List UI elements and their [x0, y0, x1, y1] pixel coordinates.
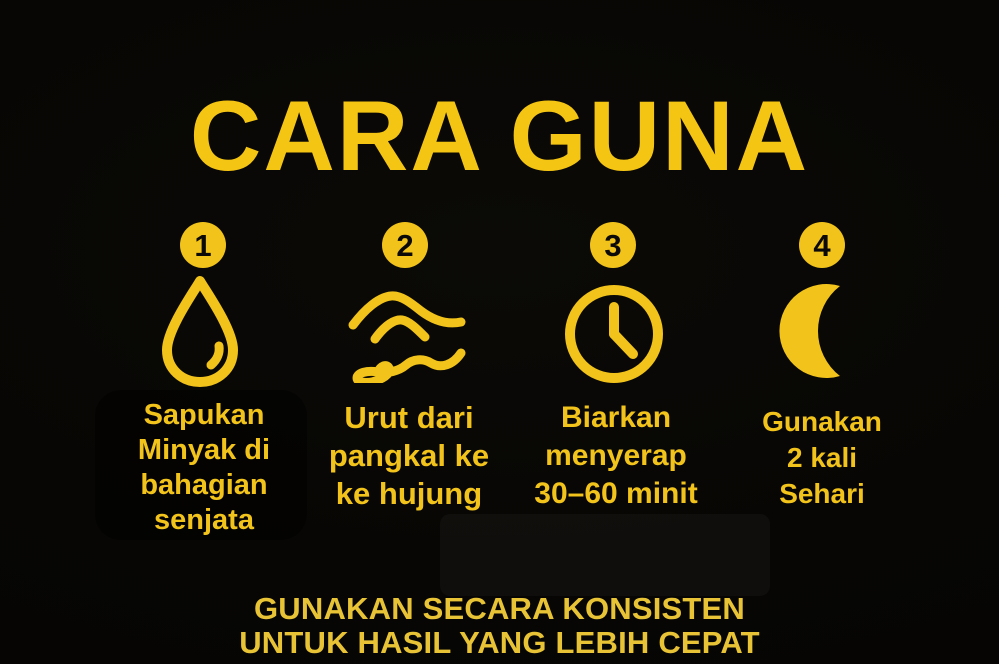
caption-line: 30–60 minit [534, 477, 698, 510]
step-4-number-badge [799, 222, 845, 268]
caption-line: Minyak di [137, 434, 271, 466]
step-1-number: 1 [194, 227, 212, 263]
clock-icon [561, 281, 667, 387]
massage-hand-icon [345, 281, 467, 383]
caption-line: Sehari [779, 478, 865, 509]
caption-line: Sapukan [143, 399, 265, 431]
caption-line: pangkal ke [328, 438, 490, 473]
step-1-caption [84, 398, 324, 538]
crescent-moon-icon [774, 277, 870, 383]
step-4-number: 4 [813, 227, 831, 263]
step-2-number-badge [382, 222, 428, 268]
background-light-patch [440, 514, 770, 596]
step-3-number-badge [590, 222, 636, 268]
caption-line: bahagian [140, 469, 268, 501]
caption-line: Urut dari [344, 400, 474, 435]
caption-line: 2 kali [786, 442, 858, 473]
footer-line-1: GUNAKAN SECARA KONSISTEN [253, 591, 746, 626]
page-title: CARA GUNA [189, 80, 810, 191]
oil-drop-icon [150, 274, 250, 388]
caption-line: Biarkan [560, 401, 672, 434]
caption-line: ke hujung [335, 476, 483, 511]
caption-line: Gunakan [762, 406, 882, 437]
step-2-caption [289, 399, 529, 513]
step-4-caption [702, 404, 942, 512]
caption-line: menyerap [545, 439, 687, 472]
step-3-caption [496, 399, 736, 513]
footer-tagline [0, 592, 999, 660]
caption-line: senjata [154, 504, 254, 536]
step-1-number-badge [180, 222, 226, 268]
step-2-number: 2 [396, 227, 414, 263]
step-3-number: 3 [604, 227, 622, 263]
footer-line-2: UNTUK HASIL YANG LEBIH CEPAT [239, 625, 760, 660]
